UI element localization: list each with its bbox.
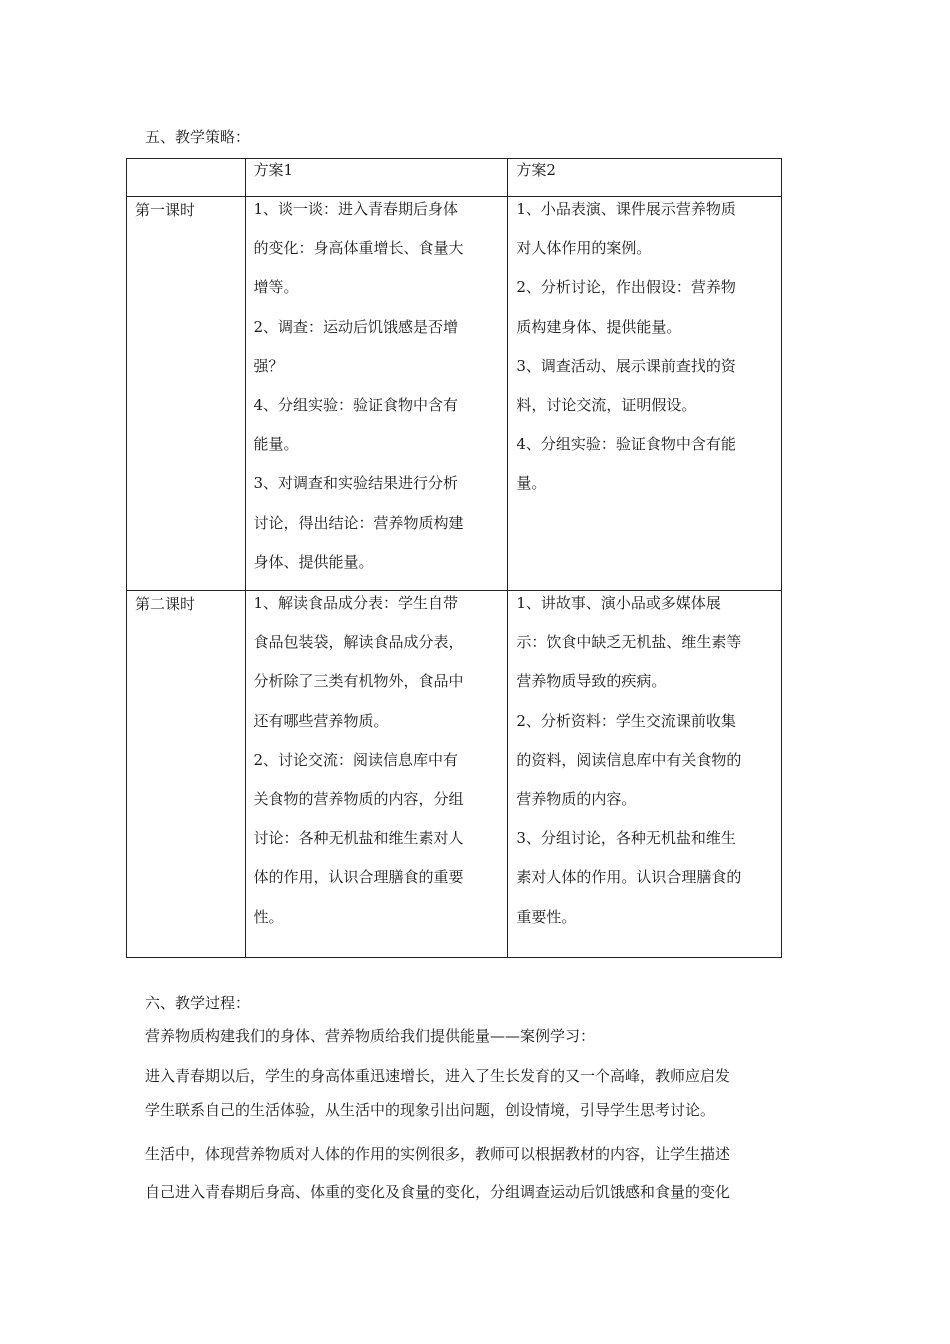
cell-text-line: 1、解读食品成分表：学生自带 [253, 594, 459, 612]
strategy-table [126, 158, 782, 958]
cell-text-line: 营养物质的内容。 [516, 790, 637, 809]
row-label-lesson2: 第二课时 [127, 591, 246, 958]
section-6-heading: 六、教学过程： [145, 994, 251, 1012]
paragraph-2-line-2: 自己进入青春期后身高、体重的变化及食量的变化，分组调查运动后饥饿感和食量的变化 [145, 1183, 731, 1201]
lesson2-plan2-cell [508, 591, 782, 958]
cell-text-line: 食品包装袋，解读食品成分表， [253, 633, 464, 652]
cell-text-line: 素对人体的作用。认识合理膳食的 [516, 868, 742, 887]
cell-text-line: 3、分组讨论，各种无机盐和维生 [516, 829, 736, 848]
cell-text-line: 营养物质导致的疾病。 [516, 672, 667, 691]
cell-text-line: 4、分组实验：验证食物中含有 [253, 396, 459, 415]
cell-text-line: 1、谈一谈：进入青春期后身体 [253, 200, 459, 218]
lesson2-plan1-cell [245, 591, 508, 958]
paragraph-2 [145, 1135, 810, 1211]
paragraph-1 [145, 1059, 810, 1127]
cell-text-line: 对人体作用的案例。 [516, 239, 652, 258]
table-row [127, 591, 782, 958]
cell-text-line: 讨论：各种无机盐和维生素对人 [253, 829, 464, 848]
cell-text-line: 3、对调查和实验结果进行分析 [253, 474, 459, 493]
cell-text-line: 讨论，得出结论：营养物质构建 [253, 513, 464, 532]
cell-text-line: 质构建身体、提供能量。 [516, 317, 682, 336]
lesson1-plan1-cell [245, 197, 508, 591]
cell-text-line: 性。 [253, 907, 284, 926]
header-cell-plan2: 方案2 [508, 159, 782, 197]
cell-text-line: 量。 [516, 474, 547, 493]
section-6-subtitle: 营养物质构建我们的身体、营养物质给我们提供能量——案例学习： [145, 1027, 596, 1045]
cell-text-line: 身体、提供能量。 [253, 552, 374, 571]
paragraph-2-line-1: 生活中，体现营养物质对人体的作用的实例很多，教师可以根据教材的内容，让学生描述 [145, 1145, 731, 1163]
header-cell-empty [127, 159, 246, 197]
cell-text-line: 4、分组实验：验证食物中含有能 [516, 435, 736, 454]
cell-text-line: 的资料，阅读信息库中有关食物的 [516, 750, 742, 769]
section-5-heading: 五、教学策略： [145, 128, 251, 146]
cell-text-line: 1、小品表演、课件展示营养物质 [516, 200, 736, 218]
paragraph-1-line-2: 学生联系自己的生活体验，从生活中的现象引出问题，创设情境，引导学生思考讨论。 [145, 1101, 716, 1119]
cell-text-line: 能量。 [253, 435, 299, 454]
cell-text-line: 2、分析资料：学生交流课前收集 [516, 711, 736, 730]
cell-text-line: 2、调查：运动后饥饿感是否增 [253, 317, 459, 336]
cell-text-line: 体的作用，认识合理膳食的重要 [253, 868, 464, 887]
cell-text-line: 料，讨论交流，证明假设。 [516, 396, 697, 415]
lesson1-plan2-cell [508, 197, 782, 591]
paragraph-1-line-1: 进入青春期以后，学生的身高体重迅速增长，进入了生长发育的又一个高峰，教师应启发 [145, 1067, 731, 1085]
cell-text-line: 还有哪些营养物质。 [253, 711, 389, 730]
cell-text-line: 3、调查活动、展示课前查找的资 [516, 356, 736, 375]
cell-text-line: 关食物的营养物质的内容，分组 [253, 790, 464, 809]
cell-text-line: 示：饮食中缺乏无机盐、维生素等 [516, 633, 742, 652]
cell-text-line: 分析除了三类有机物外，食品中 [253, 672, 464, 691]
cell-text-line: 1、讲故事、演小品或多媒体展 [516, 594, 721, 612]
row-label-lesson1: 第一课时 [127, 197, 246, 591]
cell-text-line: 2、分析讨论，作出假设：营养物 [516, 278, 736, 297]
cell-text-line: 2、讨论交流：阅读信息库中有 [253, 750, 459, 769]
table-row [127, 197, 782, 591]
cell-text-line: 重要性。 [516, 907, 577, 926]
header-cell-plan1: 方案1 [245, 159, 508, 197]
cell-text-line: 增等。 [253, 278, 299, 297]
cell-text-line: 强？ [253, 356, 284, 375]
cell-text-line: 的变化：身高体重增长、食量大 [253, 239, 464, 258]
